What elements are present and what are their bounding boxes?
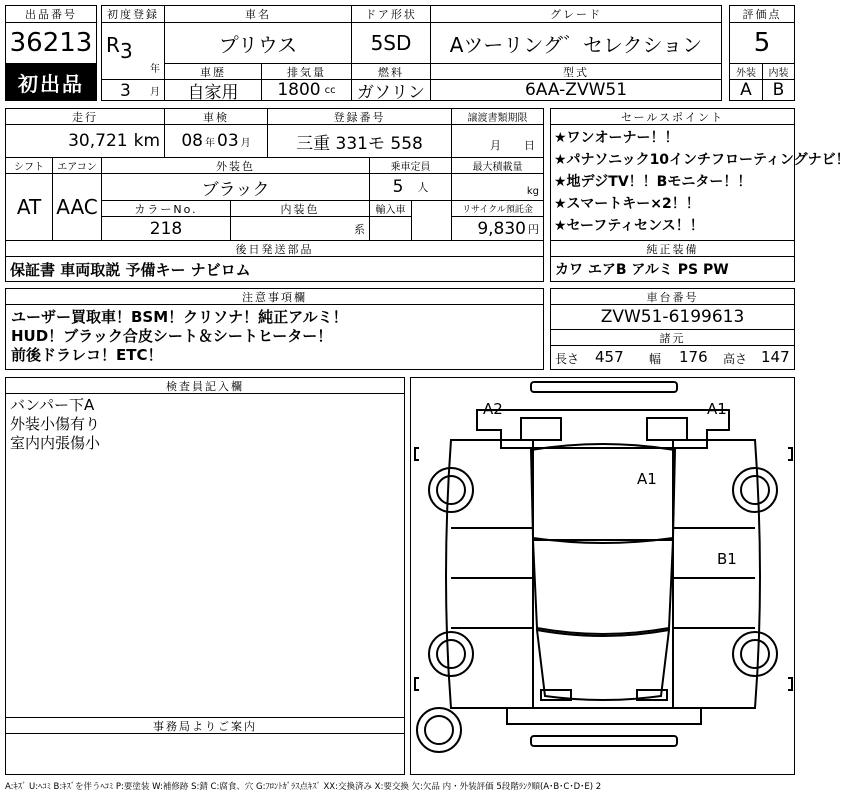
selling-point: ★地デジTV！！Bモニター！！: [554, 174, 752, 190]
caution-notes: [5, 304, 544, 370]
displacement: 1800: [277, 80, 321, 100]
selling-points-list: [550, 124, 850, 241]
office-label: 事務局よりご案内: [5, 717, 405, 734]
bracket-left-front: [415, 678, 419, 690]
width-value: 176: [679, 348, 708, 366]
selling-point: ★スマートキー×2！！: [554, 196, 700, 212]
selling-point: ★セーフティセンス！！: [554, 218, 704, 234]
left-side: [446, 440, 533, 708]
recycle-fee: 9,830: [477, 218, 526, 239]
genuine-equipment-label: 純正装備: [550, 240, 795, 257]
first-reg-month-unit: 月: [150, 87, 160, 98]
chassis-number: ZVW51-6199613: [550, 304, 795, 330]
inspector-notes-label: 検査員記入欄: [5, 377, 405, 394]
inspection-month-unit: 月: [240, 137, 251, 149]
first-reg-era: R: [106, 33, 120, 57]
reg-number-label: 登録番号: [267, 108, 452, 125]
mileage: 30,721: [68, 131, 128, 151]
first-reg-label: 初度登録: [101, 5, 165, 23]
first-reg-year: 3: [120, 39, 133, 63]
transfer-day-unit: 日: [524, 139, 535, 152]
first-reg-month: 3: [120, 81, 131, 101]
roof-rear: [531, 444, 675, 543]
wheel-rear-left: [429, 468, 473, 512]
first-listing-badge: 初出品: [5, 63, 97, 101]
rear-lamp-right: [647, 418, 687, 440]
mileage-label: 走行: [5, 108, 165, 125]
wheel-front-right-hub: [741, 640, 769, 668]
interior-color-cell: [230, 216, 370, 241]
caution-label: 注意事項欄: [5, 288, 544, 305]
shift-label: シフト: [5, 157, 53, 174]
caution-line: 前後ドラレコ！ETC！: [11, 346, 163, 364]
rear-panel: [477, 410, 729, 448]
length-value: 457: [595, 348, 624, 366]
import-cell: [369, 216, 412, 241]
caution-line: ユーザー買取車！BSM！クリソナ！純正アルミ！: [11, 308, 348, 326]
blank-cell: [411, 200, 452, 241]
damage-mark: A1: [637, 470, 657, 488]
first-reg-month-cell: [101, 79, 165, 101]
bracket-right-rear: [788, 448, 792, 460]
door-type-label: ドア形状: [351, 5, 431, 23]
interior-grade: B: [762, 79, 795, 101]
lot-number: 36213: [5, 22, 97, 64]
rear-lamp-left: [521, 418, 561, 440]
history-label: 車歴: [164, 63, 262, 80]
height-value: 147: [761, 348, 790, 366]
displacement-label: 排気量: [261, 63, 352, 80]
capacity-label: 乗車定員: [369, 157, 452, 174]
dims-label: 諸元: [550, 329, 795, 346]
width-label: 幅: [649, 352, 662, 366]
selling-point: ★ワンオーナー！！: [554, 130, 679, 146]
score: 5: [729, 22, 795, 64]
damage-mark: A1: [707, 400, 727, 418]
color-no: 218: [101, 216, 231, 241]
door-type: 5SD: [351, 22, 431, 64]
right-side: [673, 440, 760, 708]
history: 自家用: [164, 79, 262, 101]
roof-center: [533, 540, 673, 634]
displacement-cell: [261, 79, 352, 101]
length-label: 長さ: [555, 352, 580, 366]
genuine-equipment: カワ エアB アルミ PS PW: [550, 256, 795, 282]
later-parts-label: 後日発送部品: [5, 240, 544, 257]
grade: Aツーリング゛セレクション: [430, 22, 722, 64]
office-notes: [5, 733, 405, 775]
wheel-front-right: [733, 632, 777, 676]
capacity: 5: [392, 177, 404, 197]
import-label: 輸入車: [369, 200, 412, 217]
mileage-cell: [5, 124, 165, 158]
reg-number: 三重 331モ 558: [267, 124, 452, 158]
dims-row: [550, 345, 795, 370]
displacement-unit: cc: [324, 84, 336, 96]
recycle-label: リサイクル預託金: [451, 200, 544, 217]
aircon-label: エアコン: [52, 157, 102, 174]
max-load-label: 最大積載量: [451, 157, 544, 174]
front-bumper: [531, 736, 677, 746]
vehicle-diagram: [410, 377, 795, 775]
interior-color-label: 内装色: [230, 200, 370, 217]
rear-bumper-top: [531, 382, 677, 392]
wheel-rear-left-hub: [437, 476, 465, 504]
wheel-rear-right: [733, 468, 777, 512]
color-no-label: カラーNo.: [101, 200, 231, 217]
selling-points-label: セールスポイント: [550, 108, 795, 125]
first-reg-year-cell: [101, 22, 165, 80]
capacity-cell: [369, 173, 452, 201]
front-grille: [507, 708, 701, 724]
aircon: AAC: [52, 173, 102, 241]
transfer-deadline-cell: [451, 124, 544, 158]
max-load-cell: [451, 173, 544, 201]
mileage-unit: km: [133, 131, 160, 151]
caution-line: HUD！ブラック合皮シート＆シートヒーター！: [11, 327, 333, 345]
later-parts: 保証書 車両取説 予備キー ナビロム: [5, 256, 544, 282]
interior-color-unit: 系: [354, 223, 365, 236]
wheel-front-left-hub: [437, 640, 465, 668]
inspection-label: 車検: [164, 108, 268, 125]
inspection-month: 03: [217, 131, 239, 151]
height-label: 高さ: [723, 352, 748, 366]
wheel-rear-right-hub: [741, 476, 769, 504]
capacity-unit: 人: [417, 181, 429, 194]
first-reg-year-unit: 年: [150, 64, 160, 75]
fuel-label: 燃料: [351, 63, 431, 80]
inspector-notes: [5, 393, 405, 718]
damage-mark: B1: [717, 550, 737, 568]
damage-mark: A2: [483, 400, 503, 418]
spare-wheel-hub: [425, 716, 453, 744]
inspection-cell: [164, 124, 268, 158]
recycle-unit: 円: [528, 222, 539, 236]
inspection-year-unit: 年: [205, 137, 215, 149]
selling-point: ★パナソニック10インチフローティングナビ！: [554, 152, 850, 168]
bracket-left-rear: [415, 448, 419, 460]
spare-wheel: [417, 708, 461, 752]
model-label: 型式: [430, 63, 722, 80]
lot-number-label: 出品番号: [5, 5, 97, 23]
transfer-deadline-label: 譲渡書類期限: [451, 108, 544, 125]
vehicle-diagram-svg: [411, 378, 796, 776]
interior-label: 内装: [762, 63, 795, 80]
inspector-line: バンパー下A: [10, 396, 95, 414]
chassis-label: 車台番号: [550, 288, 795, 305]
score-label: 評価点: [729, 5, 795, 23]
fuel: ガソリン: [351, 79, 431, 101]
transfer-month-unit: 月: [490, 139, 501, 152]
bracket-right-front: [788, 678, 792, 690]
exterior-color-label: 外装色: [101, 157, 370, 174]
shift: AT: [5, 173, 53, 241]
exterior-color: ブラック: [101, 173, 370, 201]
wheel-front-left: [429, 632, 473, 676]
exterior-label: 外装: [729, 63, 763, 80]
max-load-unit: kg: [526, 186, 539, 197]
car-name-label: 車名: [164, 5, 352, 23]
damage-legend: A:ｷｽﾞ U:ﾍｺﾐ B:ｷｽﾞを伴うﾍｺﾐ P:要塗装 W:補修跡 S:錆 C:腐食、穴 G:ﾌﾛﾝﾄｶﾞﾗｽ点ｷｽﾞ XX:交換済み X:要交換 欠:欠品 内・外装評価 5段階ﾗﾝｸ順(A･B･C･D･E) 2: [5, 782, 602, 792]
inspector-line: 室内内張傷小: [10, 434, 101, 452]
model: 6AA-ZVW51: [430, 79, 722, 101]
recycle-cell: [451, 216, 544, 241]
car-name: プリウス: [164, 22, 352, 64]
inspection-year: 08: [181, 131, 203, 151]
inspector-line: 外装小傷有り: [10, 415, 101, 433]
exterior-grade: A: [729, 79, 763, 101]
grade-label: グレード: [430, 5, 722, 23]
